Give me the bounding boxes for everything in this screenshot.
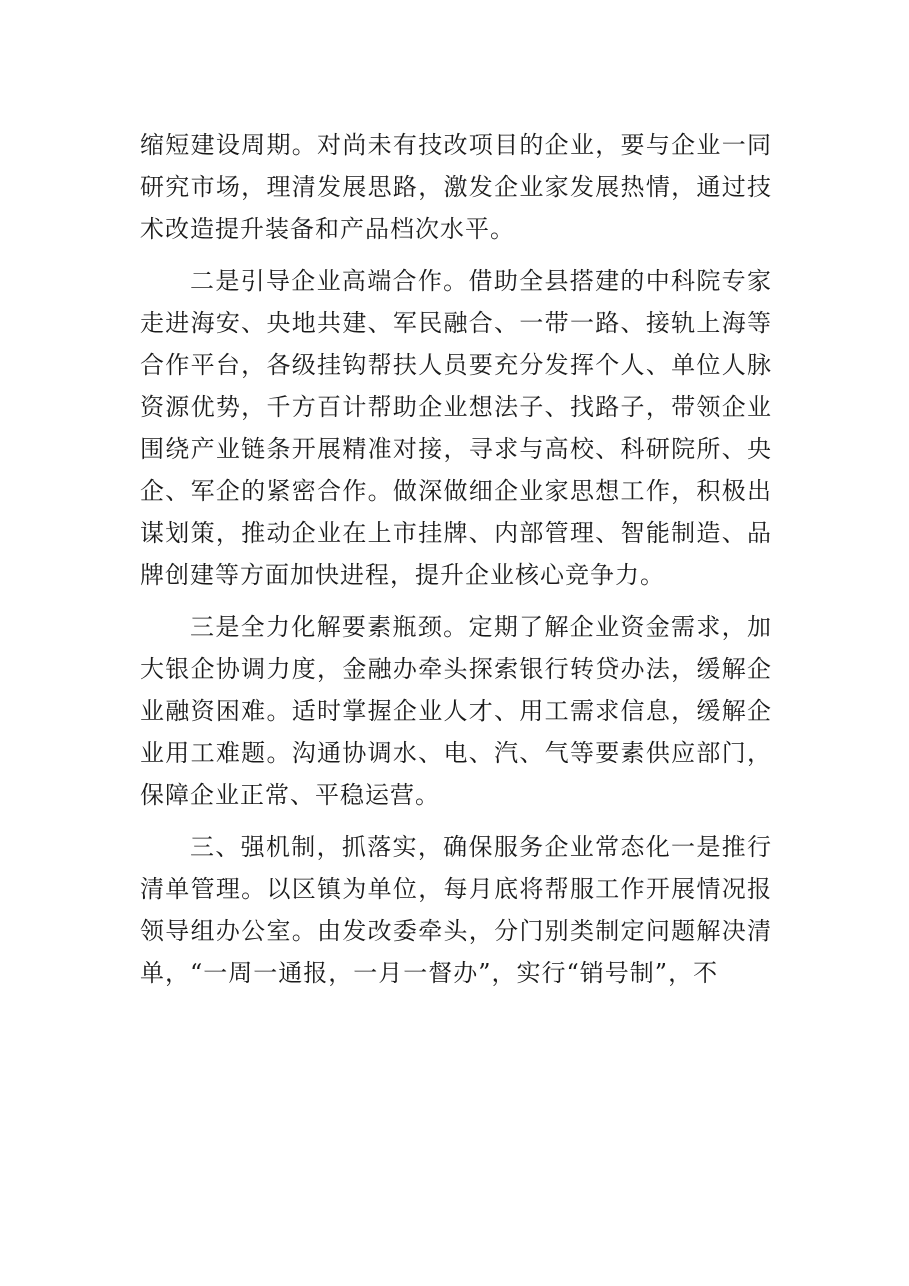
paragraph-gap xyxy=(140,816,772,826)
paragraph-gap xyxy=(140,250,772,260)
paragraph-continuation: 缩短建设周期。对尚未有技改项目的企业，要与企业一同研究市场，理清发展思路，激发企业家发展热情，通过技术改造提升装备和产品档次水平。 xyxy=(140,131,772,243)
paragraph-resource-bottleneck: 三是全力化解要素瓶颈。定期了解企业资金需求，加大银企协调力度，金融办牵头探索银行转贷办法，缓解企业融资困难。适时掌握企业人才、用工需求信息，缓解企业用工难题。沟通协调水、电、汽、气等要素供应部门，保障企业正常、平稳运营。 xyxy=(140,613,772,809)
document-body xyxy=(140,124,772,994)
paragraph-high-end-cooperation: 二是引导企业高端合作。借助全县搭建的中科院专家走进海安、央地共建、军民融合、一带一路、接轨上海等合作平台，各级挂钩帮扶人员要充分发挥个人、单位人脉资源优势，千方百计帮助企业想法子、找路子，带领企业围绕产业链条开展精准对接，寻求与高校、科研院所、央企、军企的紧密合作。做深做细企业家思想工作，积极出谋划策，推动企业在上市挂牌、内部管理、智能制造、品牌创建等方面加快进程，提升企业核心竞争力。 xyxy=(140,267,772,589)
paragraph-mechanism: 三、强机制，抓落实，确保服务企业常态化一是推行清单管理。以区镇为单位，每月底将帮服工作开展情况报领导组办公室。由发改委牵头，分门别类制定问题解决清单，“一周一通报，一月一督办”，实行“销号制”，不 xyxy=(140,833,772,987)
paragraph-gap xyxy=(140,596,772,606)
